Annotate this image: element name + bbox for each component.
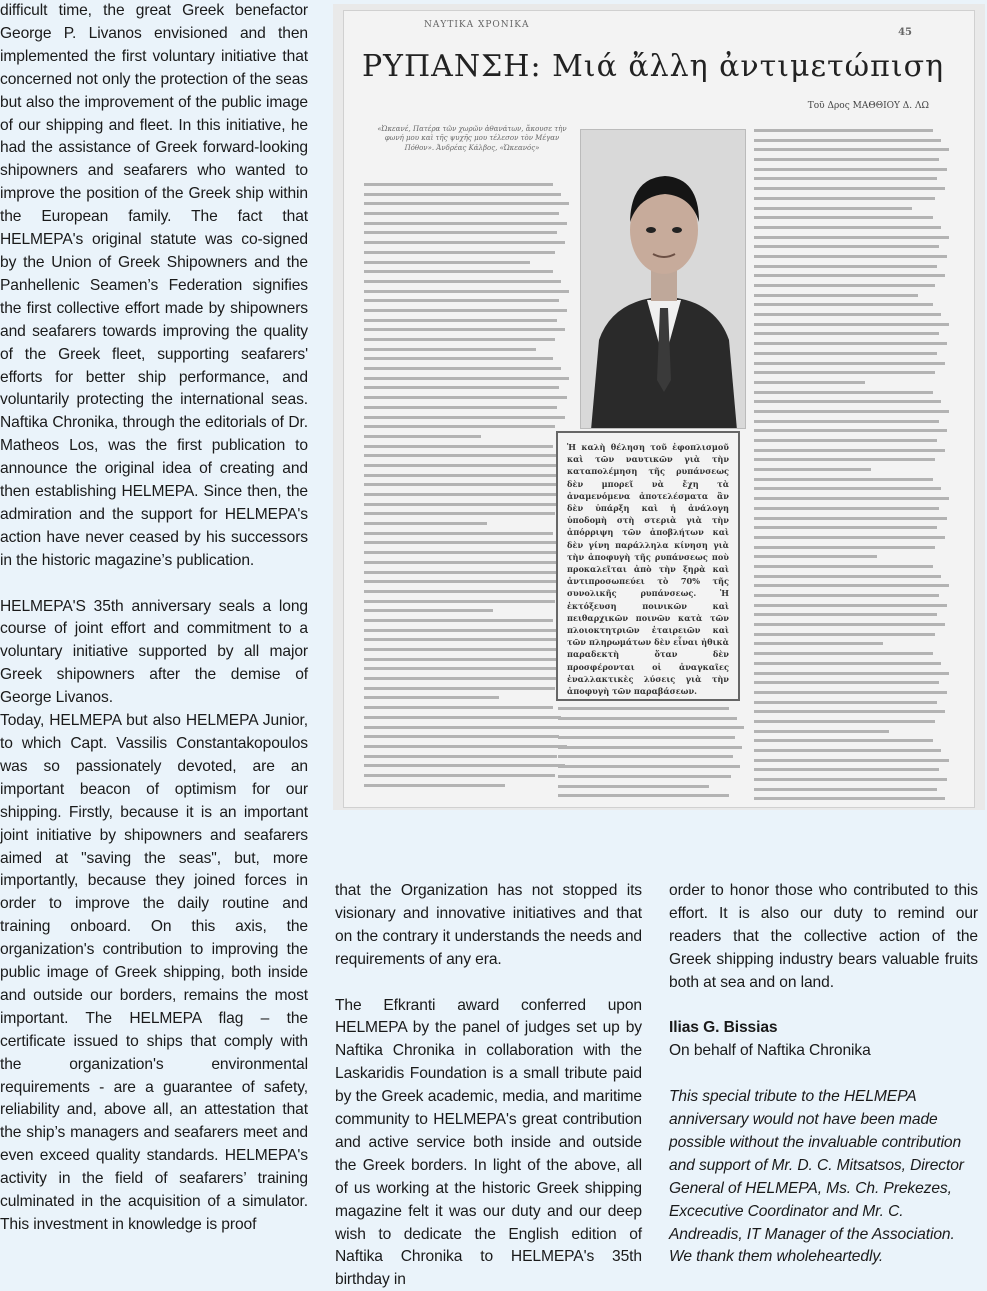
scan-text-line xyxy=(364,280,561,283)
scan-text-line xyxy=(754,371,935,374)
scan-text-line xyxy=(364,193,561,196)
middle-text-column xyxy=(335,880,642,1291)
scan-text-line xyxy=(754,613,937,616)
scan-text-line xyxy=(754,177,937,180)
scan-text-line xyxy=(364,784,505,787)
paragraph: that the Organization has not stopped its visionary and innovative initiatives and that on the contrary it understands the needs and requirements of any era. xyxy=(335,882,642,968)
scan-text-line xyxy=(754,410,949,413)
scan-text-line xyxy=(754,642,883,645)
left-text-column xyxy=(0,0,308,1237)
paragraph: difficult time, the great Greek benefactor George P. Livanos envisioned and then implemented the first voluntary initiative that concerned not only the protection of the seas but also the improvement of the public image of our shipping and fleet. In this initiative, he had the assistance of Greek forward-looking shipowners and seafarers who wanted to improve the position of the Greek ship within the European family. The fact that HELMEPA's original statute was co-signed by the Union of Greek Shipowners and the Panhellenic Seamen’s Federation signifies the first collective effort made by shipowners and seafarers towards improving the quality of the Greek fleet, supporting seafarers' efforts for better ship performance, and voluntarily protecting the international seas. Naftika Chronika, through the editorials of Dr. Matheos Los, was the first publication to announce the original idea of creating and then establishing HELMEPA. Since then, the admiration and the support for HELMEPA's action have never ceased by his successors in the historic magazine’s publication. xyxy=(0,2,308,569)
scan-text-line xyxy=(754,478,933,481)
scan-text-line xyxy=(364,580,557,583)
scan-text-line xyxy=(364,406,557,409)
scan-text-line xyxy=(754,129,933,132)
scan-text-line xyxy=(754,623,945,626)
scan-text-line xyxy=(364,377,569,380)
scan-text-line xyxy=(364,212,559,215)
scan-text-line xyxy=(754,207,912,210)
scan-text-line xyxy=(754,284,935,287)
scan-text-line xyxy=(364,338,555,341)
scan-text-line xyxy=(364,251,555,254)
scan-text-line xyxy=(754,236,949,239)
scan-text-line xyxy=(754,526,937,529)
scan-text-line xyxy=(364,445,553,448)
scan-text-line xyxy=(364,541,561,544)
scan-text-line xyxy=(364,348,536,351)
scan-text-line xyxy=(364,687,555,690)
scan-text-line xyxy=(754,681,939,684)
scan-text-line xyxy=(754,749,941,752)
scan-text-line xyxy=(364,241,565,244)
paragraph: order to honor those who contributed to this effort. It is also our duty to remind our readers that the collective action of the Greek shipping industry bears valuable fruits both at sea and on land. xyxy=(669,882,978,991)
scan-text-line xyxy=(754,449,945,452)
scan-text-line xyxy=(754,672,949,675)
scan-text-line xyxy=(364,532,553,535)
scan-text-line xyxy=(364,590,565,593)
scan-text-line xyxy=(754,245,939,248)
scan-text-line xyxy=(754,458,935,461)
scan-text-line xyxy=(364,551,569,554)
scan-text-line xyxy=(364,658,567,661)
paragraph: HELMEPA'S 35th anniversary seals a long course of joint effort and commitment to a voluntary initiative supported by all major Greek shipowners after the demise of George Livanos. xyxy=(0,597,308,707)
scan-text-line xyxy=(754,313,941,316)
scan-text-line xyxy=(754,158,939,161)
scan-text-line xyxy=(754,429,947,432)
scan-text-line xyxy=(754,575,941,578)
scan-text-line xyxy=(754,720,935,723)
scan-text-line xyxy=(754,400,941,403)
scan-headline: ΡΥΠΑΝΣΗ: Μιά ἄλλη ἀντιμετώπιση xyxy=(362,49,945,84)
scan-text-line xyxy=(364,367,561,370)
scan-text-line xyxy=(364,464,569,467)
scan-text-line xyxy=(364,512,555,515)
scan-text-line xyxy=(364,454,561,457)
scan-text-line xyxy=(754,487,941,490)
scan-text-line xyxy=(364,309,567,312)
scan-byline: Τοῦ Δρος ΜΑΘΘΙΟΥ Δ. ΛΩ xyxy=(807,101,929,111)
scan-text-line xyxy=(558,717,737,720)
scan-text-line xyxy=(364,764,565,767)
scan-text-line xyxy=(364,435,481,438)
scan-text-line xyxy=(364,290,569,293)
scan-text-line xyxy=(558,785,709,788)
scan-text-line xyxy=(558,707,729,710)
scan-text-line xyxy=(754,332,939,335)
scan-text-line xyxy=(364,328,565,331)
scan-text-line xyxy=(364,474,559,477)
scanned-article-image xyxy=(333,4,985,810)
scan-page-number: 45 xyxy=(898,27,912,38)
scan-text-line xyxy=(364,493,557,496)
scan-pull-quote: Ἡ καλὴ θέληση τοῦ ἐφοπλισμοῦ καὶ τῶν ναυτικῶν γιὰ τὴν καταπολέμηση τῆς ρυπάνσεως δὲν μπορεῖ νὰ ἔχη τὰ ἀναμενόμενα ἀποτελέσματα ἂν δὲν ὑπάρξη καὶ ἡ ἀνάλογη ὑποδομὴ στὴ στεριὰ γιὰ τὴν ἀπόρριψη τῶν ἀποβλήτων καὶ δὲν γίνη παράλληλα κίνηση γιὰ τὴν ἀποφυγὴ τῆς ρυπάνσεως ποὺ προκαλεῖται ἀπὸ τὴν ξηρὰ καὶ ἀντιπροσωπεύει τὸ 70% τῆς συνολικῆς ρυπάνσεως. Ἡ ἐκτόξευση ποινικῶν καὶ πειθαρχικῶν ποινῶν κατὰ τῶν πλοιοκτητριῶν ἑταιρειῶν καὶ τῶν πληρωμάτων δὲν εἶναι ἠθικὰ παραδεκτὴ ὅταν δὲν προσφέρονται οἱ ἀναγκαῖες ἐναλλακτικὲς λύσεις γιὰ τὴν ἀποφυγὴ τῶν παραβάσεων. xyxy=(556,431,740,701)
scan-text-line xyxy=(754,216,933,219)
scan-text-line xyxy=(754,352,937,355)
author-affiliation: On behalf of Naftika Chronika xyxy=(669,1042,871,1060)
scan-text-line xyxy=(364,416,565,419)
scan-epigraph: «Ὠκεανέ, Πατέρα τῶν χωρῶν ἀθανάτων, ἄκουσε τὴν φωνή μου καὶ τῆς ψυχῆς μου τέλεσον τὸν Μέγαν Πόθον». Ἀνδρέας Κάλβος, «Ὠκεανός» xyxy=(377,125,567,152)
scan-text-line xyxy=(364,774,555,777)
scan-text-line xyxy=(364,396,567,399)
scan-text-line xyxy=(754,555,877,558)
scan-text-line xyxy=(364,483,567,486)
scan-text-line xyxy=(558,755,733,758)
scan-text-line xyxy=(364,745,567,748)
scan-text-line xyxy=(754,517,947,520)
scan-text-line xyxy=(754,274,945,277)
scan-text-line xyxy=(754,759,949,762)
scan-text-line xyxy=(754,536,945,539)
scan-text-line xyxy=(754,420,939,423)
scan-text-line xyxy=(364,425,555,428)
scan-text-line xyxy=(364,726,569,729)
scan-text-line xyxy=(754,468,871,471)
scan-text-line xyxy=(754,197,935,200)
scan-text-column-middle xyxy=(558,707,744,804)
scan-text-line xyxy=(364,629,561,632)
scan-text-line xyxy=(364,231,557,234)
scan-text-line xyxy=(364,716,561,719)
scan-text-line xyxy=(364,270,553,273)
scan-section-label: ΝΑΥΤΙΚΑ ΧΡΟΝΙΚΑ xyxy=(424,20,530,30)
scan-text-line xyxy=(754,730,889,733)
scan-text-line xyxy=(754,391,933,394)
portrait-illustration xyxy=(581,130,746,429)
scan-header xyxy=(344,11,974,47)
scan-text-line xyxy=(754,342,947,345)
scan-text-line xyxy=(364,755,557,758)
scan-text-line xyxy=(754,255,947,258)
scan-text-line xyxy=(558,775,731,778)
scan-text-line xyxy=(364,386,559,389)
scan-text-line xyxy=(364,609,493,612)
author-name: Ilias G. Bissias xyxy=(669,1019,778,1037)
scan-text-line xyxy=(754,778,947,781)
scan-text-line xyxy=(364,522,487,525)
scan-text-line xyxy=(558,746,742,749)
scan-text-line xyxy=(364,638,569,641)
scan-text-line xyxy=(558,794,729,797)
scan-text-line xyxy=(754,691,947,694)
scan-text-line xyxy=(754,362,945,365)
scan-text-line xyxy=(364,561,559,564)
scan-text-line xyxy=(754,187,945,190)
scan-text-line xyxy=(364,619,553,622)
scan-text-line xyxy=(364,503,565,506)
right-text-column xyxy=(669,880,978,1269)
scan-text-line xyxy=(558,736,735,739)
scan-text-line xyxy=(754,604,947,607)
scan-text-line xyxy=(754,168,947,171)
scan-text-line xyxy=(364,706,553,709)
scan-text-line xyxy=(754,546,935,549)
scan-text-line xyxy=(558,765,740,768)
scan-text-line xyxy=(754,439,937,442)
scan-text-line xyxy=(364,667,557,670)
scan-text-line xyxy=(364,735,559,738)
scan-text-line xyxy=(364,696,499,699)
tribute-note: This special tribute to the HELMEPA anniversary would not have been made possible without the invaluable contribution and support of Mr. D. C. Mitsatsos, Director General of HELMEPA, Ms. Ch. Prekezes, Excecutive Coordinator and Mr. C. Andreadis, IT Manager of the Association. We thank them wholeheartedly. xyxy=(669,1088,964,1266)
paragraph: Today, HELMEPA but also HELMEPA Junior, to which Capt. Vassilis Constantakopoulos was so passionately devoted, are an important beacon of optimism for our shipping. Firstly, because it is an important joint initiative by shipowners and seafarers aimed at "saving the seas", but, more importantly, because they joined forces in order to improve the daily routine and training onboard. On this axis, the organization's contribution to improving the public image of Greek shipping, both inside and outside our borders, remains the most important. The HELMEPA flag – the certificate issued to ships that comply with the organization's environmental requirements - are a guarantee of safety, reliability and, above all, an attestation that the ship’s managers and seafarers meet and even exceed quality standards. HELMEPA's activity in the field of seafarers’ training culminated in the acquisition of a simulator. This investment in knowledge is proof xyxy=(0,712,308,1234)
scan-text-line xyxy=(754,662,941,665)
scanned-page xyxy=(343,10,975,808)
scan-text-line xyxy=(754,323,949,326)
scan-text-line xyxy=(754,565,933,568)
scan-text-line xyxy=(754,797,945,800)
paragraph: The Efkranti award conferred upon HELMEPA by the panel of judges set up by Naftika Chronika in collaboration with the Laskaridis Foundation is a small tribute paid by the Greek academic, media, and maritime community to HELMEPA's great contribution and active service both inside and outside the Greek borders. In light of the above, all of us working at the historic Greek shipping magazine felt it was our duty and our deep wish to dedicate the English edition of Naftika Chronika to HELMEPA's 35th birthday in xyxy=(335,996,642,1289)
scan-text-line xyxy=(754,768,939,771)
scan-text-column-left xyxy=(364,183,569,793)
scan-text-line xyxy=(754,633,935,636)
scan-text-line xyxy=(754,226,941,229)
scan-text-line xyxy=(364,202,569,205)
scan-text-line xyxy=(364,648,559,651)
scan-text-line xyxy=(558,726,744,729)
scan-text-line xyxy=(754,584,949,587)
scan-text-line xyxy=(754,701,937,704)
scan-text-line xyxy=(754,148,949,151)
scan-text-line xyxy=(754,788,937,791)
scan-text-line xyxy=(754,507,939,510)
scan-text-line xyxy=(754,265,937,268)
scan-text-line xyxy=(754,710,945,713)
scan-text-line xyxy=(364,319,557,322)
scan-text-line xyxy=(754,303,933,306)
scan-text-line xyxy=(364,299,559,302)
scan-text-line xyxy=(364,261,530,264)
scan-text-line xyxy=(754,497,949,500)
scan-text-line xyxy=(754,652,933,655)
scan-text-line xyxy=(754,594,939,597)
scan-text-line xyxy=(364,357,553,360)
scan-text-line xyxy=(754,381,865,384)
scan-text-line xyxy=(364,677,565,680)
scan-text-line xyxy=(364,600,555,603)
scan-text-column-right xyxy=(754,129,949,807)
scan-text-line xyxy=(754,139,941,142)
author-portrait-photo xyxy=(580,129,746,429)
scan-text-line xyxy=(754,739,933,742)
scan-text-line xyxy=(364,183,553,186)
scan-text-line xyxy=(754,294,918,297)
scan-text-line xyxy=(364,222,567,225)
scan-text-line xyxy=(364,571,567,574)
